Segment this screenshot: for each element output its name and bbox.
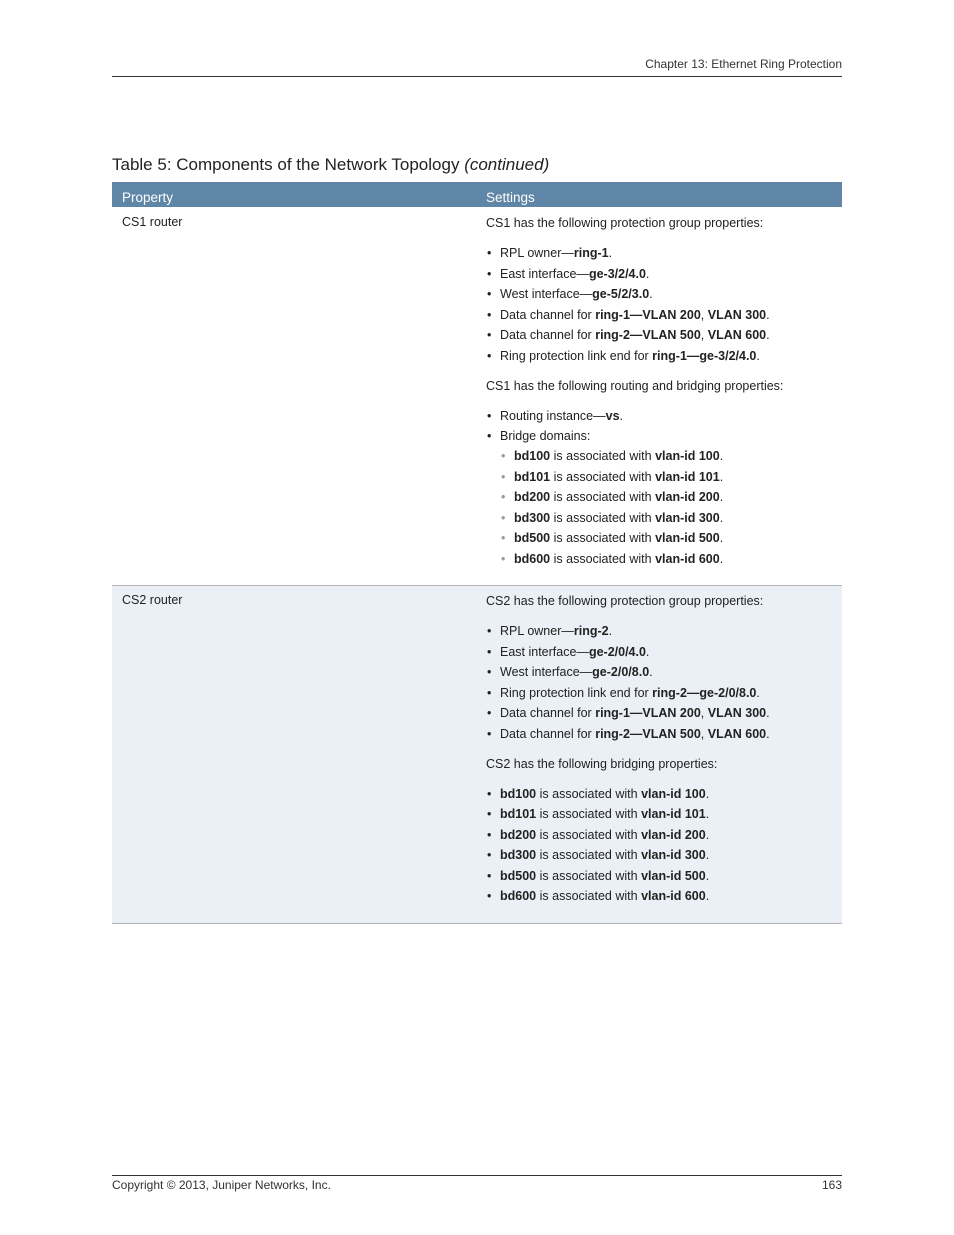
- list-item: • Routing instance—vs.: [500, 408, 832, 424]
- column-header-property: Property: [112, 182, 476, 208]
- footer-copyright: Copyright © 2013, Juniper Networks, Inc.: [112, 1178, 331, 1192]
- list-item: • RPL owner—ring-1.: [500, 245, 832, 261]
- list-item: • bd200 is associated with vlan-id 200.: [500, 827, 832, 843]
- bridge-domain-list: [486, 786, 832, 905]
- list-item: • Data channel for ring-1—VLAN 200, VLAN 300.: [500, 307, 832, 323]
- list-item: • bd600 is associated with vlan-id 600.: [514, 551, 832, 567]
- settings-cell: [476, 586, 842, 924]
- protection-list: [486, 245, 832, 364]
- list-item: • Data channel for ring-1—VLAN 200, VLAN 300.: [500, 705, 832, 721]
- page-number: 163: [821, 1178, 842, 1192]
- list-item: • Bridge domains: • bd100 is associated with vlan-id 100. • bd101 is associated with vlan-id 101. • bd200 is associated with vlan-id 200. • bd300 is associated with vlan-id 300. • bd500 is associated with vlan-id 500. • bd600 is associated with vlan-id 600.: [500, 428, 832, 567]
- list-item: • Ring protection link end for ring-1—ge-3/2/4.0.: [500, 348, 832, 364]
- list-item: • East interface—ge-2/0/4.0.: [500, 644, 832, 660]
- list-item: • bd101 is associated with vlan-id 101.: [500, 806, 832, 822]
- list-item: • bd300 is associated with vlan-id 300.: [500, 847, 832, 863]
- topology-table: [112, 182, 842, 924]
- table-row-cs2: [112, 586, 842, 924]
- protection-intro: CS2 has the following protection group properties:: [486, 594, 764, 608]
- list-item: • RPL owner—ring-2.: [500, 623, 832, 639]
- column-header-settings: Settings: [476, 182, 842, 208]
- settings-cell: [476, 208, 842, 586]
- list-item: • East interface—ge-3/2/4.0.: [500, 266, 832, 282]
- list-item: • bd100 is associated with vlan-id 100.: [500, 786, 832, 802]
- table-title: [112, 155, 549, 175]
- list-item: • bd500 is associated with vlan-id 500.: [500, 868, 832, 884]
- bridge-domain-sublist: [500, 448, 832, 567]
- routing-list: [486, 408, 832, 567]
- bridging-intro: CS2 has the following bridging properties:: [486, 756, 718, 771]
- table-title-suffix: (continued): [464, 155, 550, 174]
- list-item: • Ring protection link end for ring-2—ge-2/0/8.0.: [500, 685, 832, 701]
- list-item: • bd101 is associated with vlan-id 101.: [514, 469, 832, 485]
- list-item: • Data channel for ring-2—VLAN 500, VLAN 600.: [500, 327, 832, 343]
- list-item: • bd600 is associated with vlan-id 600.: [500, 888, 832, 904]
- table-row-cs1: [112, 208, 842, 586]
- list-item: • bd300 is associated with vlan-id 300.: [514, 510, 832, 526]
- chapter-header: Chapter 13: Ethernet Ring Protection: [645, 57, 842, 71]
- list-item: • Data channel for ring-2—VLAN 500, VLAN 600.: [500, 726, 832, 742]
- routing-intro: CS1 has the following routing and bridging properties:: [486, 378, 784, 393]
- table-header-row: [112, 182, 842, 208]
- footer-rule: [112, 1175, 842, 1176]
- list-item: • bd200 is associated with vlan-id 200.: [514, 489, 832, 505]
- list-item: • West interface—ge-5/2/3.0.: [500, 286, 832, 302]
- list-item: • bd500 is associated with vlan-id 500.: [514, 530, 832, 546]
- header-rule: [112, 76, 842, 77]
- property-cell: CS2 router: [112, 586, 476, 924]
- list-item: • bd100 is associated with vlan-id 100.: [514, 448, 832, 464]
- property-cell: CS1 router: [112, 208, 476, 586]
- table-title-text: Table 5: Components of the Network Topology: [112, 155, 460, 174]
- list-item: • West interface—ge-2/0/8.0.: [500, 664, 832, 680]
- protection-intro: CS1 has the following protection group properties:: [486, 216, 764, 230]
- protection-list: [486, 623, 832, 742]
